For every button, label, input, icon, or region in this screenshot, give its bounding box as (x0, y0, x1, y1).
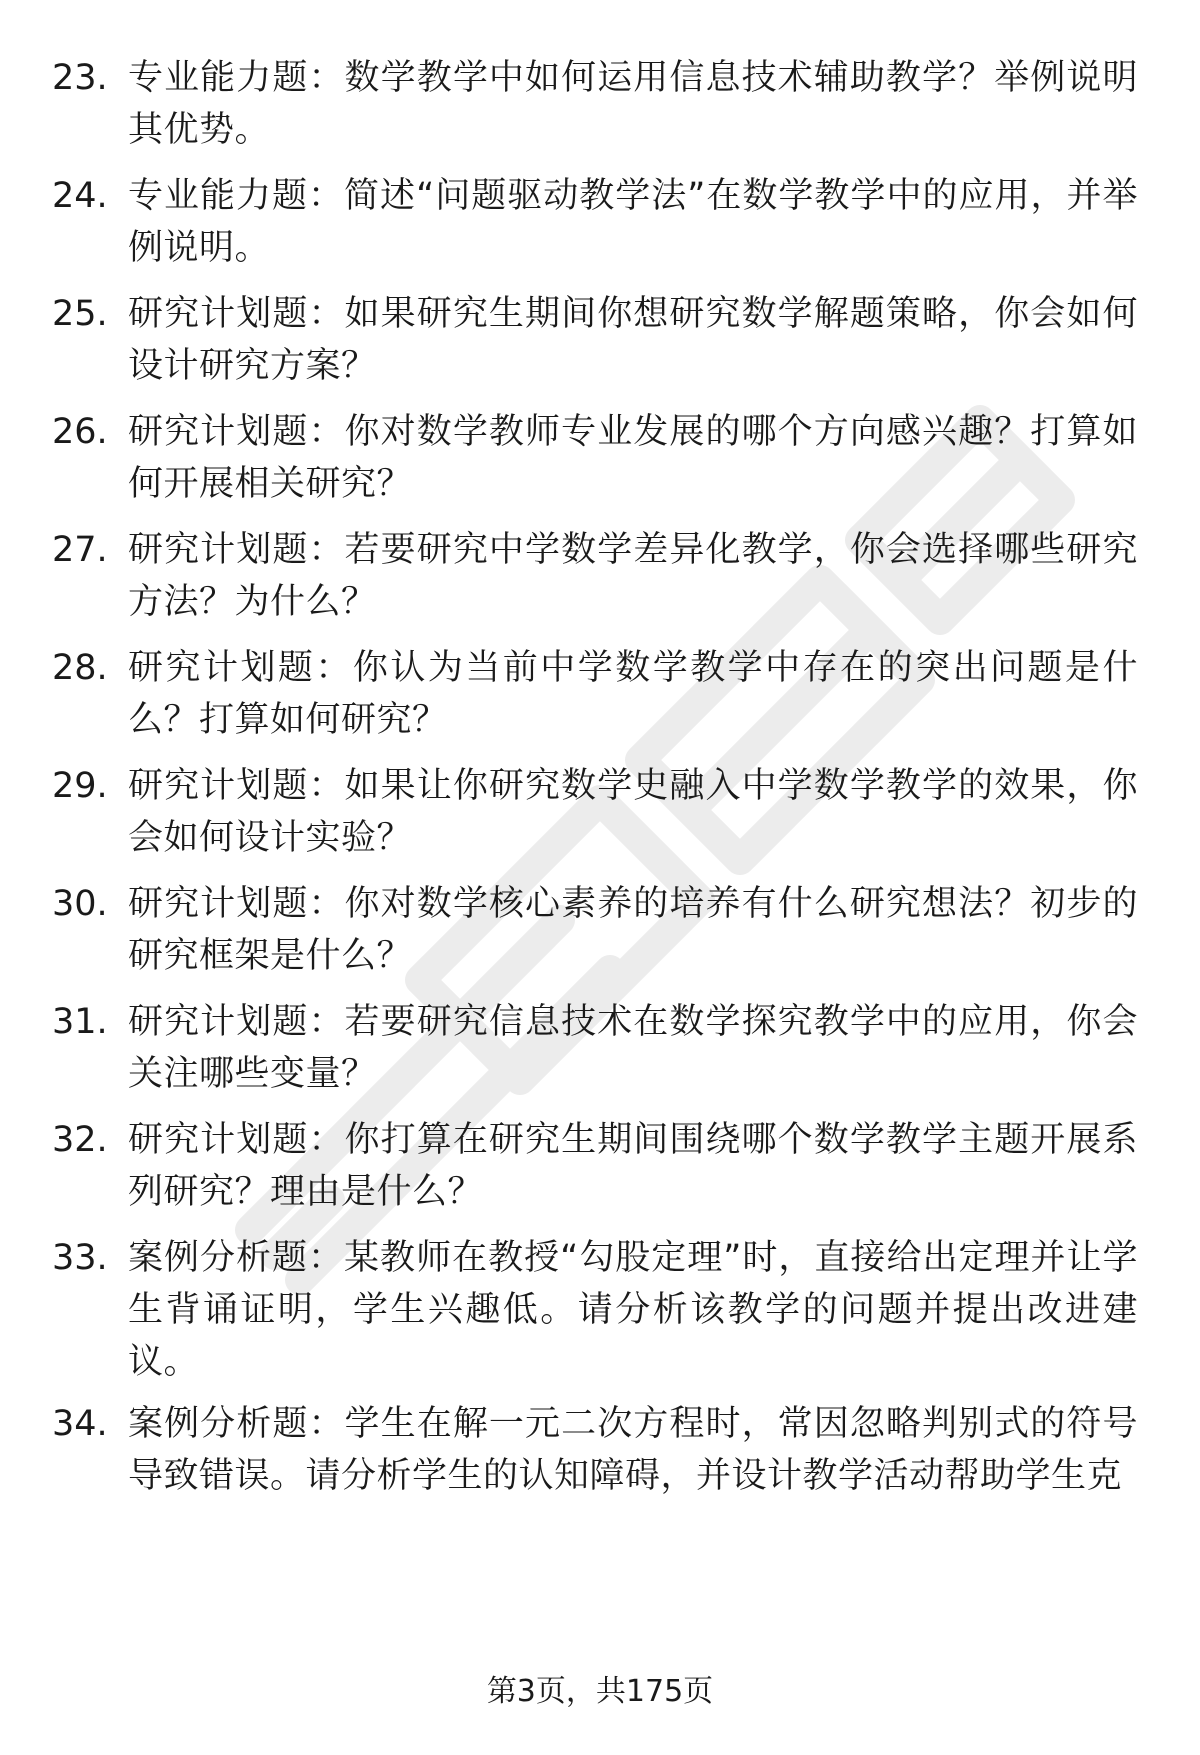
question-number: 26. (52, 412, 108, 452)
question-text: 研究计划题：你对数学教师专业发展的哪个方向感兴趣？打算如何开展相关研究？ (128, 412, 1138, 504)
question-text: 研究计划题：若要研究中学数学差异化教学，你会选择哪些研究方法？为什么？ (128, 530, 1138, 622)
page-footer: 第3页，共175页 (486, 1674, 714, 1709)
question-number: 24. (52, 176, 108, 216)
question-number: 31. (52, 1002, 108, 1042)
question-number: 25. (52, 294, 108, 334)
question-text: 案例分析题：学生在解一元二次方程时，常因忽略判别式的符号导致错误。请分析学生的认知障碍，并设计教学活动帮助学生克 (128, 1404, 1138, 1496)
question-number: 32. (52, 1120, 108, 1160)
question-text: 专业能力题：简述“问题驱动教学法”在数学教学中的应用，并举例说明。 (128, 176, 1138, 268)
question-number: 30. (52, 884, 108, 924)
question-text: 研究计划题：你对数学核心素养的培养有什么研究想法？初步的研究框架是什么？ (128, 884, 1138, 976)
question-text: 研究计划题：如果研究生期间你想研究数学解题策略，你会如何设计研究方案？ (128, 294, 1138, 386)
question-number: 28. (52, 648, 108, 688)
question-text: 研究计划题：若要研究信息技术在数学探究教学中的应用，你会关注哪些变量？ (128, 1002, 1138, 1094)
question-text: 专业能力题：数学教学中如何运用信息技术辅助教学？举例说明其优势。 (128, 58, 1138, 150)
question-number: 29. (52, 766, 108, 806)
question-text: 案例分析题：某教师在教授“勾股定理”时，直接给出定理并让学生背诵证明，学生兴趣低。请分析该教学的问题并提出改进建议。 (128, 1238, 1138, 1382)
question-number: 27. (52, 530, 108, 570)
question-text: 研究计划题：你打算在研究生期间围绕哪个数学教学主题开展系列研究？理由是什么？ (128, 1120, 1138, 1212)
question-number: 34. (52, 1404, 108, 1444)
question-text: 研究计划题：你认为当前中学数学教学中存在的突出问题是什么？打算如何研究？ (128, 648, 1138, 740)
question-number: 33. (52, 1238, 108, 1278)
question-text: 研究计划题：如果让你研究数学史融入中学数学教学的效果，你会如何设计实验？ (128, 766, 1138, 858)
question-number: 23. (52, 58, 108, 98)
